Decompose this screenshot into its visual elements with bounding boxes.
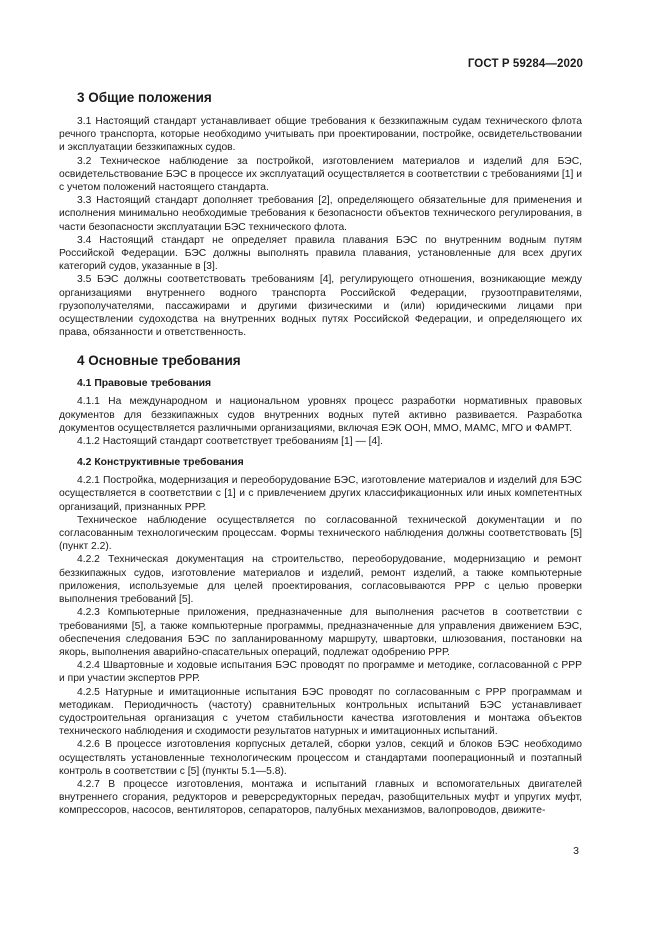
paragraph-4-2-5: 4.2.5 Натурные и имитационные испытания БЭС проводят по согласованным с РРР программам и методикам. Периодичность (частоту) сравнительных контрольных испытаний БЭС устанавливает судостроительная организация с учетом стабильности качества изготовления и монтажа объектов технического наблюдения и сходимости результатов натурных и имитационных испытаний. — [59, 686, 582, 738]
paragraph-3-5: 3.5 БЭС должны соответствовать требованиям [4], регулирующего отношения, возникающие между организациями внутреннего водного транспорта Российской Федерации, грузоотправителями, грузополучателями, пассажирами и другими физическими и (или) юридическими лицами при осуществлении судоходства на внутренних водных путях Российской Федерации, и определяющего их права, обязанности и ответственность. — [59, 274, 582, 339]
paragraph-3-1: 3.1 Настоящий стандарт устанавливает общие требования к беззкипажным судам технического флота речного транспорта, которые необходимо учитывать при проектировании, постройке, освидетельствовании и эксплуатации беззкипажных судов. — [59, 116, 582, 154]
paragraph-4-2-1: 4.2.1 Постройка, модернизация и переоборудование БЭС, изготовление материалов и изделий для БЭС осуществляется в соответствии с [1] и с привлечением других классификационных или иных компетентных организаций, признанных РРР. — [59, 475, 582, 513]
page-content — [59, 90, 582, 818]
page-number: 3 — [573, 845, 579, 857]
paragraph-4-1-1: 4.1.1 На международном и национальном уровнях процесс разработки нормативных правовых документов для беззкипажных судов внутренних водных путей активно развивается. Разработка документов осуществляется различными организациями, включая ЕЭК ООН, ММО, МАМС, МГО и ФАМРТ. — [59, 396, 582, 434]
paragraph-3-2: 3.2 Техническое наблюдение за постройкой, изготовлением материалов и изделий для БЭС, освидетельствование БЭС в процессе их эксплуатаций осуществляется в соответствии с требованиями [1] и с учетом положений настоящего стандарта. — [59, 155, 582, 194]
section-3-title: 3 Общие положения — [77, 90, 212, 105]
paragraph-3-4: 3.4 Настоящий стандарт не определяет правила плавания БЭС по внутренним водным путям Российской Федерации. БЭС должны выполнять правила плавания, установленные для всех других категорий судов, указанные в [3]. — [59, 234, 582, 273]
paragraph-4-2-7: 4.2.7 В процессе изготовления, монтажа и испытаний главных и вспомогательных двигателей внутреннего сгорания, редукторов и реверсредукторных передач, разобщительных муфт и упругих муфт, компрессоров, насосов, вентиляторов, сепараторов, палубных механизмов, валопроводов, движите- — [59, 778, 582, 817]
paragraph-4-2-6: 4.2.6 В процессе изготовления корпусных деталей, сборки узлов, секций и блоков БЭС необходимо осуществлять установленные технологическим процессом и стандартами пооперационный и поэтапный контроль в соответствии с [5] (пункты 5.1—5.8). — [59, 739, 582, 777]
paragraph-4-2-2: 4.2.2 Техническая документация на строительство, переоборудование, модернизацию и ремонт беззкипажных судов, изготовление материалов и изделий, ремонт изделий, а также компьютерные приложения, используемые для целей проектирования, согласовываются РРР с целью проверки выполнения требований [5]. — [59, 554, 582, 606]
subsection-4-1-title: 4.1 Правовые требования — [77, 378, 212, 390]
document-code: ГОСТ Р 59284—2020 — [467, 58, 583, 70]
paragraph-4-2-1-cont: Техническое наблюдение осуществляется по согласованной технической документации и по согласованным технологическим процессам. Формы технического наблюдения должны соответствовать [5] (пункт 2.2). — [59, 514, 582, 553]
paragraph-3-3: 3.3 Настоящий стандарт дополняет требования [2], определяющего обязательные для применения и исполнения минимально необходимые требования к безопасности объектов технического регулирования, в части безопасности эксплуатации БЭС технического флота. — [59, 195, 582, 233]
paragraph-4-1-2: 4.1.2 Настоящий стандарт соответствует требованиям [1] — [4]. — [77, 436, 383, 448]
paragraph-4-2-4: 4.2.4 Швартовные и ходовые испытания БЭС проводят по программе и методике, согласованной с РРР и при участии экспертов РРР. — [59, 660, 582, 685]
paragraph-4-2-3: 4.2.3 Компьютерные приложения, предназначенные для выполнения расчетов в соответствии с требованиями [5], а также компьютерные программы, предназначенные для управления движением БЭС, обеспечения следования БЭС по запланированному маршруту, швартовки, шлюзования, постановки на якорь, выполнения аварийно-спасательных операций, подлежат одобрению РРР. — [59, 607, 582, 658]
section-4-title: 4 Основные требования — [77, 353, 241, 369]
subsection-4-2-title: 4.2 Конструктивные требования — [77, 457, 244, 469]
